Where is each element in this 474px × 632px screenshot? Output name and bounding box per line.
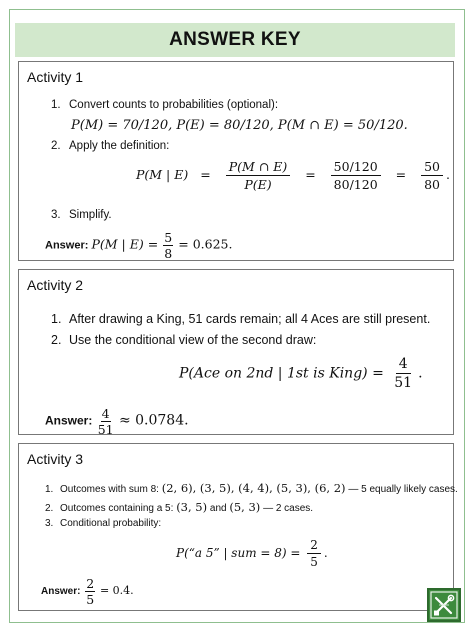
step-number: 3. bbox=[51, 209, 61, 221]
activity-2-title: Activity 2 bbox=[27, 277, 84, 293]
activity-2-step-2 bbox=[51, 333, 316, 347]
formula-fraction bbox=[391, 356, 415, 391]
activity-3-answer bbox=[41, 576, 134, 607]
formula-fraction bbox=[307, 538, 321, 569]
step-text: Outcomes with sum 8: bbox=[60, 484, 159, 495]
step-text: Conditional probability: bbox=[60, 518, 162, 529]
formula-lhs: P(“a 5” | sum = 8) = bbox=[176, 546, 301, 560]
tools-logo-icon bbox=[427, 588, 461, 622]
activity-2-step-1 bbox=[51, 312, 430, 326]
period: . bbox=[323, 546, 328, 560]
activity-1-answer bbox=[45, 230, 232, 261]
page-title: ANSWER KEY bbox=[169, 29, 301, 50]
fraction-denominator: 8 bbox=[164, 246, 173, 261]
fraction-reduced bbox=[421, 159, 443, 192]
step-number: 2. bbox=[51, 140, 61, 152]
activity-3-formula bbox=[176, 538, 328, 569]
activity-1-step-1 bbox=[51, 99, 278, 111]
step-math: (2, 6), (3, 5), (4, 4), (5, 3), (6, 2) bbox=[161, 481, 346, 495]
activity-1-definition-formula bbox=[136, 159, 450, 192]
fraction-denominator: 80 bbox=[424, 177, 441, 192]
step-text: After drawing a King, 51 cards remain; all 4 Aces are still present. bbox=[69, 312, 431, 326]
step-number: 3. bbox=[45, 518, 54, 529]
activity-2-formula bbox=[179, 356, 423, 391]
fraction-definition bbox=[226, 159, 291, 192]
fraction-numerator: 5 bbox=[164, 230, 173, 245]
step-number: 1. bbox=[51, 312, 62, 326]
fraction-counts bbox=[331, 159, 381, 192]
activity-3-step-1 bbox=[45, 481, 458, 495]
activity-1-box bbox=[18, 61, 454, 261]
fraction-numerator: 2 bbox=[307, 538, 321, 554]
activity-1-step-3 bbox=[51, 209, 112, 221]
fraction-numerator: 2 bbox=[86, 576, 95, 591]
answer-fraction bbox=[163, 230, 173, 261]
equals-sign: = bbox=[200, 167, 211, 182]
answer-value: ≈ 0.0784. bbox=[118, 412, 189, 429]
step-text: Simplify. bbox=[69, 209, 112, 221]
answer-fraction bbox=[98, 406, 114, 437]
crossed-tools-icon bbox=[430, 591, 458, 619]
activity-1-step-2 bbox=[51, 140, 169, 152]
fraction-numerator: 4 bbox=[101, 406, 110, 421]
fraction-numerator: 4 bbox=[396, 356, 411, 374]
step-math: (3, 5) bbox=[176, 500, 208, 514]
fraction-denominator: 51 bbox=[394, 375, 413, 391]
step-number: 1. bbox=[45, 484, 54, 495]
step-number: 2. bbox=[51, 333, 62, 347]
fraction-denominator: 5 bbox=[310, 555, 318, 569]
activity-2-box bbox=[18, 269, 454, 435]
formula-lhs: P(Ace on 2nd | 1st is King) = bbox=[179, 365, 384, 382]
period: . bbox=[446, 167, 450, 182]
answer-lhs: P(M | E) = bbox=[91, 236, 159, 252]
activity-3-step-2 bbox=[45, 500, 313, 514]
step-text: and bbox=[209, 503, 227, 514]
activity-2-answer bbox=[45, 406, 189, 437]
step-text: Convert counts to probabilities (optional): bbox=[69, 99, 279, 111]
fraction-denominator: 80/120 bbox=[333, 177, 378, 192]
activity-3-box bbox=[18, 443, 458, 611]
step-text: — 2 cases. bbox=[263, 503, 314, 514]
answer-value: = 0.625. bbox=[178, 236, 233, 252]
answer-label: Answer: bbox=[45, 413, 93, 428]
activity-3-step-3 bbox=[45, 518, 161, 529]
activity-1-probabilities: P(M) = 70/120, P(E) = 80/120, P(M ∩ E) = 50/120. bbox=[71, 118, 408, 133]
step-number: 1. bbox=[51, 99, 61, 111]
activity-3-title: Activity 3 bbox=[27, 451, 84, 467]
period: . bbox=[418, 365, 423, 382]
step-text: Outcomes containing a 5: bbox=[60, 503, 174, 514]
step-number: 2. bbox=[45, 503, 54, 514]
step-text: Apply the definition: bbox=[69, 140, 170, 152]
formula-lhs: P(M | E) bbox=[136, 167, 189, 182]
answer-label: Answer: bbox=[41, 586, 81, 598]
answer-label: Answer: bbox=[45, 239, 89, 252]
step-math: (5, 3) bbox=[229, 500, 261, 514]
activity-1-title: Activity 1 bbox=[27, 69, 84, 85]
fraction-numerator: 50 bbox=[421, 159, 443, 176]
answer-fraction bbox=[85, 576, 95, 607]
fraction-numerator: P(M ∩ E) bbox=[226, 159, 291, 176]
step-text: Use the conditional view of the second draw: bbox=[69, 333, 317, 347]
fraction-denominator: 5 bbox=[86, 592, 95, 607]
equals-sign: = bbox=[395, 167, 407, 182]
fraction-numerator: 50/120 bbox=[331, 159, 381, 176]
answer-value: = 0.4. bbox=[99, 584, 134, 598]
step-text: — 5 equally likely cases. bbox=[348, 484, 458, 495]
fraction-denominator: P(E) bbox=[244, 177, 272, 192]
answer-key-header bbox=[15, 23, 455, 57]
equals-sign: = bbox=[305, 167, 316, 182]
fraction-denominator: 51 bbox=[97, 422, 114, 437]
